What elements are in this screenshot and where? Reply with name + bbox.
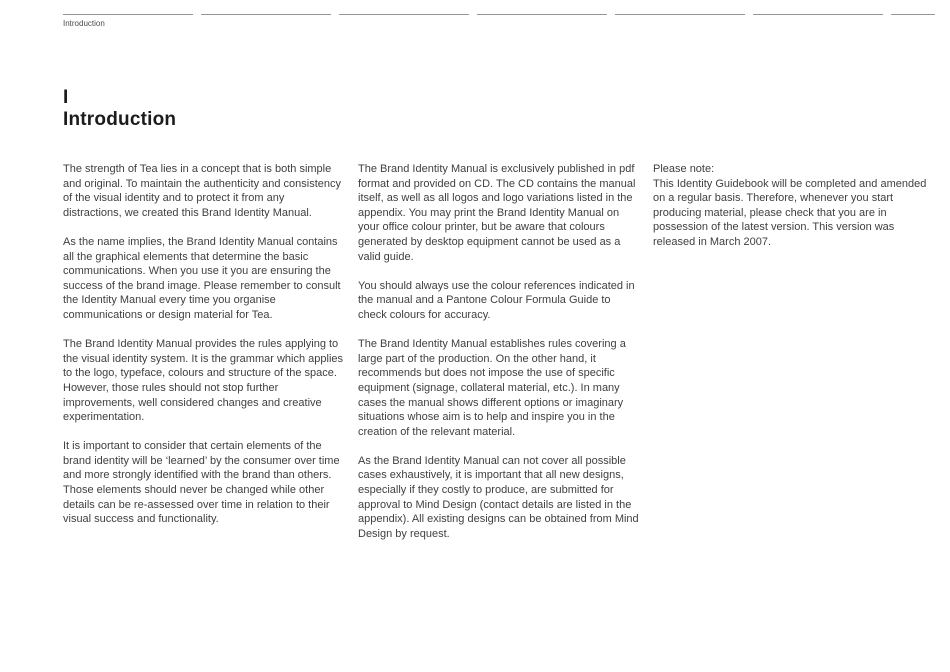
text-columns — [63, 162, 935, 556]
page-title — [63, 87, 935, 131]
paragraph: The Brand Identity Manual provides the rules applying to the visual identity system. It is the grammar which applies to the logo, typeface, colours and structure of the space. However, those rules should not stop further improvements, well considered changes and creative experimentation. — [63, 338, 344, 424]
running-header-label: Introduction — [63, 19, 105, 28]
paragraph: As the Brand Identity Manual can not cover all possible cases exhaustively, it is important that all new designs, especially if they costly to produce, are submitted for approval to Mind Design (contact details are listed in the appendix). All existing designs can be obtained from Mind Design by request. — [358, 454, 639, 540]
chapter-numeral: I — [63, 87, 69, 108]
top-rule-divider — [63, 14, 935, 15]
paragraph: The Brand Identity Manual is exclusively published in pdf format and provided on CD. The CD contains the manual itself, as well as all logos and logo variations listed in the appendix. You may print the Brand Identity Manual on your office colour printer, but be aware that colours generated by desktop equipment cannot be used as a valid guide. — [358, 163, 636, 263]
text-column-3 — [653, 162, 933, 556]
text-column-1 — [63, 162, 345, 556]
paragraph: The strength of Tea lies in a concept that is both simple and original. To maintain the authenticity and consistency of the visual identity and to protect it from any distractions, we created this Brand Identity Manual. — [63, 163, 342, 219]
note-label: Please note: — [653, 163, 715, 175]
paragraph: It is important to consider that certain elements of the brand identity will be ‘learned’ by the consumer over time and more strongly identified with the brand than others. Those elements should never be changed while other details can be re-assessed over time in relation to their visual success and functionality. — [63, 440, 340, 526]
chapter-title-text: Introduction — [63, 109, 177, 130]
text-column-2 — [358, 162, 640, 556]
paragraph: The Brand Identity Manual establishes rules covering a large part of the production. On the other hand, it recommends but does not impose the use of specific equipment (signage, collateral material, etc.). In many cases the manual shows different options or imaginary situations whose aim is to help and inspire you in the creation of the relevant material. — [358, 338, 626, 438]
paragraph: You should always use the colour references indicated in the manual and a Pantone Colour Formula Guide to check colours for accuracy. — [358, 279, 635, 321]
paragraph: This Identity Guidebook will be completed and amended on a regular basis. Therefore, whenever you start producing material, please check that you are in possession of the latest version. This version was released in March 2007. — [653, 177, 927, 248]
paragraph: As the name implies, the Brand Identity Manual contains all the graphical elements that determine the basic communications. When you use it you are ensuring the success of the brand image. Please remember to consult the Identity Manual every time you organise communications or design material for Tea. — [63, 235, 341, 321]
